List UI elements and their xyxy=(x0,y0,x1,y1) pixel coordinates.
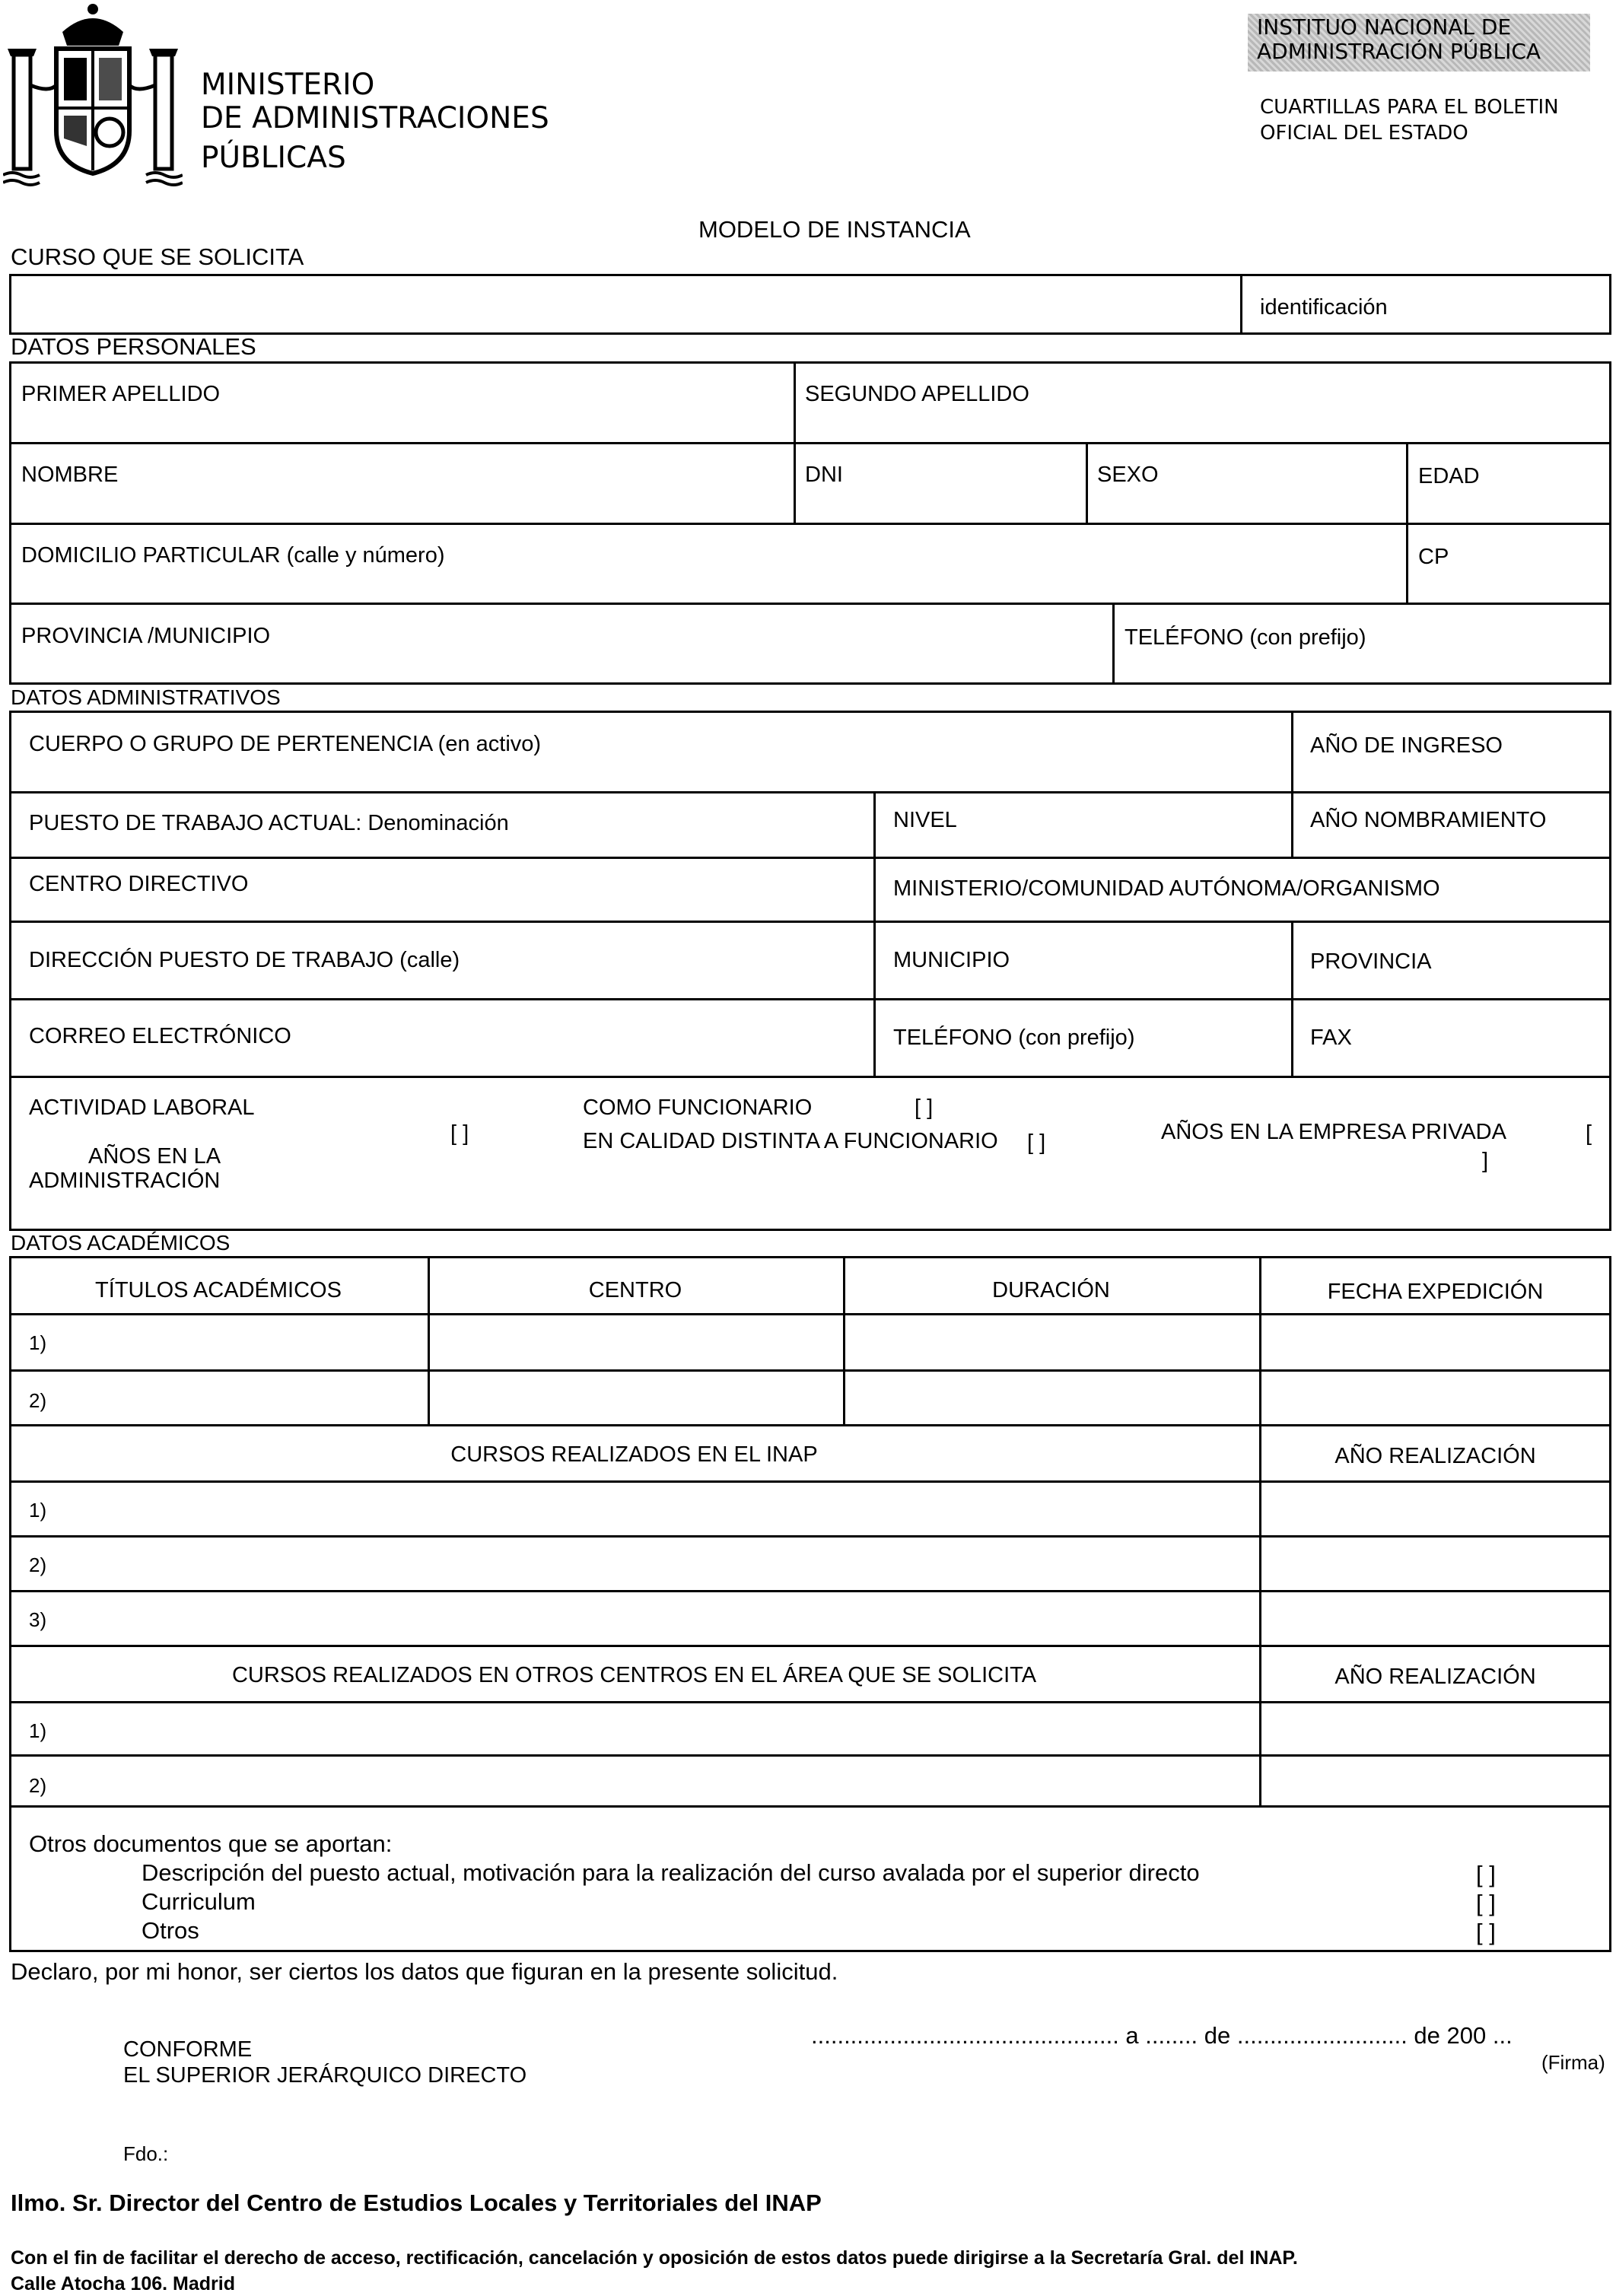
col-duracion-header: DURACIÓN xyxy=(992,1278,1110,1302)
telefono-label: TELÉFONO (con prefijo) xyxy=(1125,625,1366,650)
document-checkbox-3[interactable]: [ ] xyxy=(1476,1919,1496,1945)
ministry-line-3: PÚBLICAS xyxy=(201,141,346,175)
academic-data-box xyxy=(9,1256,1611,1808)
municipio-label: MUNICIPIO xyxy=(893,948,1010,972)
document-checkbox-1[interactable]: [ ] xyxy=(1476,1861,1496,1887)
centro-directivo-label: CENTRO DIRECTIVO xyxy=(29,872,249,896)
otros-year-header: AÑO REALIZACIÓN xyxy=(1334,1665,1536,1689)
ministry-line-2: DE ADMINISTRACIONES xyxy=(201,101,549,135)
correo-label: CORREO ELECTRÓNICO xyxy=(29,1024,291,1048)
col-titulos-header: TÍTULOS ACADÉMICOS xyxy=(95,1278,342,1302)
date-line: ............................................... a ........ de .......................... de 200 ... xyxy=(811,2022,1513,2049)
anios-admin-line1: AÑOS EN LA xyxy=(88,1144,221,1169)
nivel-label: NIVEL xyxy=(893,808,957,832)
otros-row-2: 2) xyxy=(29,1774,47,1797)
academic-section-title: DATOS ACADÉMICOS xyxy=(11,1231,231,1255)
actividad-label: ACTIVIDAD LABORAL xyxy=(29,1096,255,1120)
ministerio-label: MINISTERIO/COMUNIDAD AUTÓNOMA/ORGANISMO xyxy=(893,876,1440,901)
empresa-checkbox-open[interactable]: [ xyxy=(1586,1121,1592,1146)
superior-label: EL SUPERIOR JERÁRQUICO DIRECTO xyxy=(123,2063,527,2088)
otros-row-1: 1) xyxy=(29,1719,47,1742)
document-item-otros: Otros xyxy=(142,1917,199,1944)
otros-courses-header: CURSOS REALIZADOS EN OTROS CENTROS EN EL ÁREA QUE SE SOLICITA xyxy=(231,1663,1037,1687)
telefono-admin-label: TELÉFONO (con prefijo) xyxy=(893,1026,1135,1050)
col-fecha-header: FECHA EXPEDICIÓN xyxy=(1327,1280,1544,1304)
col-centro-header: CENTRO xyxy=(588,1278,682,1302)
inap-year-header: AÑO REALIZACIÓN xyxy=(1334,1444,1536,1468)
anio-nombramiento-label: AÑO NOMBRAMIENTO xyxy=(1310,808,1547,832)
edad-label: EDAD xyxy=(1418,464,1480,488)
primer-apellido-label: PRIMER APELLIDO xyxy=(21,382,221,406)
document-item-description: Descripción del puesto actual, motivación para la realización del curso avalada por el superior directo xyxy=(142,1859,1200,1886)
sexo-label: SEXO xyxy=(1097,463,1159,487)
titulo-row-2: 2) xyxy=(29,1389,47,1412)
inap-row-3: 3) xyxy=(29,1608,47,1631)
segundo-apellido-label: SEGUNDO APELLIDO xyxy=(805,382,1029,406)
boe-line-2: OFICIAL DEL ESTADO xyxy=(1260,122,1468,145)
stamp-line-2: ADMINISTRACIÓN PÚBLICA xyxy=(1257,39,1541,64)
personal-section-title: DATOS PERSONALES xyxy=(11,333,256,360)
cp-label: CP xyxy=(1418,545,1449,569)
puesto-label: PUESTO DE TRABAJO ACTUAL: Denominación xyxy=(29,811,509,835)
identification-label: identificación xyxy=(1260,295,1388,320)
conforme-label: CONFORME xyxy=(123,2037,253,2062)
legal-notice-line2: Calle Atocha 106. Madrid xyxy=(11,2273,235,2294)
fdo-label: Fdo.: xyxy=(123,2142,169,2165)
empresa-privada-label: AÑOS EN LA EMPRESA PRIVADA xyxy=(1161,1120,1506,1144)
director-addressee: Ilmo. Sr. Director del Centro de Estudios Locales y Territoriales del INAP xyxy=(11,2189,822,2216)
calidad-distinta-checkbox[interactable]: [ ] xyxy=(1027,1131,1046,1155)
anios-admin-checkbox[interactable]: [ ] xyxy=(450,1121,469,1146)
stamp-line-1: INSTITUO NACIONAL DE xyxy=(1257,14,1512,40)
inap-courses-header: CURSOS REALIZADOS EN EL INAP xyxy=(450,1442,818,1467)
direccion-label: DIRECCIÓN PUESTO DE TRABAJO (calle) xyxy=(29,948,460,972)
provincia-admin-label: PROVINCIA xyxy=(1310,949,1432,974)
nombre-label: NOMBRE xyxy=(21,463,119,487)
legal-notice-line1: Con el fin de facilitar el derecho de acceso, rectificación, cancelación y oposición de estos datos puede dirigirse a la Secretaría Gral. del INAP. xyxy=(11,2247,1298,2269)
document-item-curriculum: Curriculum xyxy=(142,1888,256,1915)
inap-row-2: 2) xyxy=(29,1553,47,1576)
coat-of-arms-logo xyxy=(3,2,183,187)
document-checkbox-2[interactable]: [ ] xyxy=(1476,1890,1496,1916)
domicilio-label: DOMICILIO PARTICULAR (calle y número) xyxy=(21,543,445,568)
form-title: MODELO DE INSTANCIA xyxy=(698,216,971,243)
documents-title: Otros documentos que se aportan: xyxy=(29,1830,393,1857)
provincia-label: PROVINCIA /MUNICIPIO xyxy=(21,624,271,648)
calidad-distinta-label: EN CALIDAD DISTINTA A FUNCIONARIO xyxy=(583,1129,998,1153)
inap-row-1: 1) xyxy=(29,1499,47,1522)
como-funcionario-label: COMO FUNCIONARIO xyxy=(583,1096,813,1120)
declaration-text: Declaro, por mi honor, ser ciertos los datos que figuran en la presente solicitud. xyxy=(11,1958,838,1985)
boe-line-1: CUARTILLAS PARA EL BOLETIN xyxy=(1260,96,1559,119)
fax-label: FAX xyxy=(1310,1026,1352,1050)
funcionario-checkbox[interactable]: [ ] xyxy=(915,1096,934,1120)
empresa-checkbox-close: ] xyxy=(1482,1149,1489,1173)
course-label: CURSO QUE SE SOLICITA xyxy=(11,243,304,270)
ministry-line-1: MINISTERIO xyxy=(201,68,375,102)
anio-ingreso-label: AÑO DE INGRESO xyxy=(1310,733,1503,758)
admin-section-title: DATOS ADMINISTRATIVOS xyxy=(11,685,281,709)
cuerpo-label: CUERPO O GRUPO DE PERTENENCIA (en activo) xyxy=(29,732,542,756)
dni-label: DNI xyxy=(805,463,843,487)
anios-admin-line2: ADMINISTRACIÓN xyxy=(29,1169,221,1193)
firma-label: (Firma) xyxy=(1541,2051,1605,2074)
titulo-row-1: 1) xyxy=(29,1331,47,1354)
